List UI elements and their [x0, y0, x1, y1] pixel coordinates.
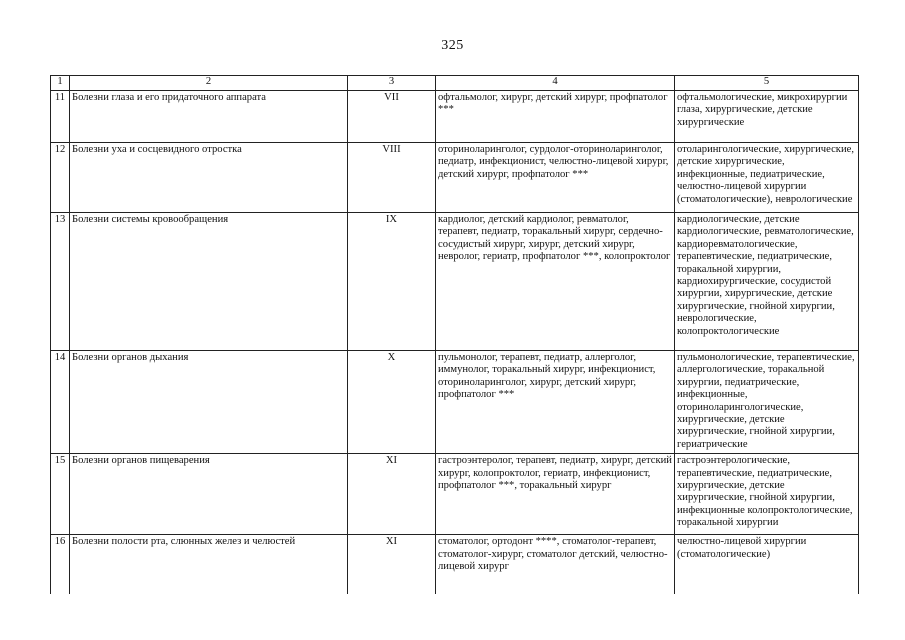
disease-class: XI: [348, 535, 436, 595]
disease-class: XI: [348, 454, 436, 535]
header-cell-3: 3: [348, 76, 436, 91]
table-row: [51, 351, 859, 454]
specialists: оториноларинголог, сурдолог-оториноларинголог, педиатр, инфекционист, челюстно-лицевой хирург, детский хирург, профпатолог ***: [436, 143, 675, 213]
disease-class: IX: [348, 213, 436, 351]
disease-name: Болезни полости рта, слюнных желез и челюстей: [70, 535, 348, 595]
disease-name: Болезни глаза и его придаточного аппарата: [70, 91, 348, 143]
row-number: 15: [51, 454, 70, 535]
disease-name: Болезни системы кровообращения: [70, 213, 348, 351]
row-number: 16: [51, 535, 70, 595]
bed-profiles: челюстно-лицевой хирургии (стоматологические): [675, 535, 859, 595]
table-row: [51, 535, 859, 595]
bed-profiles: гастроэнтерологические, терапевтические, педиатрические, хирургические, детские хирургические, гнойной хирургии, инфекционные колопроктологические, торакальной хирургии: [675, 454, 859, 535]
specialists: пульмонолог, терапевт, педиатр, аллерголог, иммунолог, торакальный хирург, инфекционист, оториноларинголог, хирург, детский хирург, профпатолог ***: [436, 351, 675, 454]
bed-profiles: отоларингологические, хирургические, детские хирургические, инфекционные, педиатрические, челюстно-лицевой хирургии (стоматологические), неврологические: [675, 143, 859, 213]
disease-name: Болезни органов дыхания: [70, 351, 348, 454]
disease-name: Болезни уха и сосцевидного отростка: [70, 143, 348, 213]
header-cell-2: 2: [70, 76, 348, 91]
specialists: кардиолог, детский кардиолог, ревматолог, терапевт, педиатр, торакальный хирург, сердечно-сосудистый хирург, хирург, детский хирург, невролог, гериатр, профпатолог ***, колопроктолог: [436, 213, 675, 351]
row-number: 13: [51, 213, 70, 351]
row-number: 12: [51, 143, 70, 213]
disease-name: Болезни органов пищеварения: [70, 454, 348, 535]
table-row: [51, 143, 859, 213]
row-number: 14: [51, 351, 70, 454]
disease-class: VII: [348, 91, 436, 143]
table-row: [51, 454, 859, 535]
bed-profiles: кардиологические, детские кардиологические, ревматологические, кардиоревматологические, терапевтические, педиатрические, торакальной хирургии, кардиохирургические, сосудистой хирургии, хирургические, детские хирургические, гнойной хирургии, неврологические, колопроктологические: [675, 213, 859, 351]
specialists: офтальмолог, хирург, детский хирург, профпатолог ***: [436, 91, 675, 143]
disease-class: X: [348, 351, 436, 454]
table-row: [51, 213, 859, 351]
disease-table: [50, 75, 859, 594]
specialists: стоматолог, ортодонт ****, стоматолог-терапевт, стоматолог-хирург, стоматолог детский, челюстно-лицевой хирург: [436, 535, 675, 595]
row-number: 11: [51, 91, 70, 143]
bed-profiles: офтальмологические, микрохирургии глаза, хирургические, детские хирургические: [675, 91, 859, 143]
table-row: [51, 91, 859, 143]
header-cell-4: 4: [436, 76, 675, 91]
bed-profiles: пульмонологические, терапевтические, аллергологические, торакальной хирургии, педиатрические, инфекционные, оториноларингологические, хирургические, детские хирургические, гнойной хирургии, гериатрические: [675, 351, 859, 454]
table-header-row: [51, 76, 859, 91]
disease-class: VIII: [348, 143, 436, 213]
header-cell-1: 1: [51, 76, 70, 91]
page-number: 325: [441, 38, 464, 53]
specialists: гастроэнтеролог, терапевт, педиатр, хирург, детский хирург, колопроктолог, гериатр, инфекционист, профпатолог ***, торакальный хирург: [436, 454, 675, 535]
header-cell-5: 5: [675, 76, 859, 91]
